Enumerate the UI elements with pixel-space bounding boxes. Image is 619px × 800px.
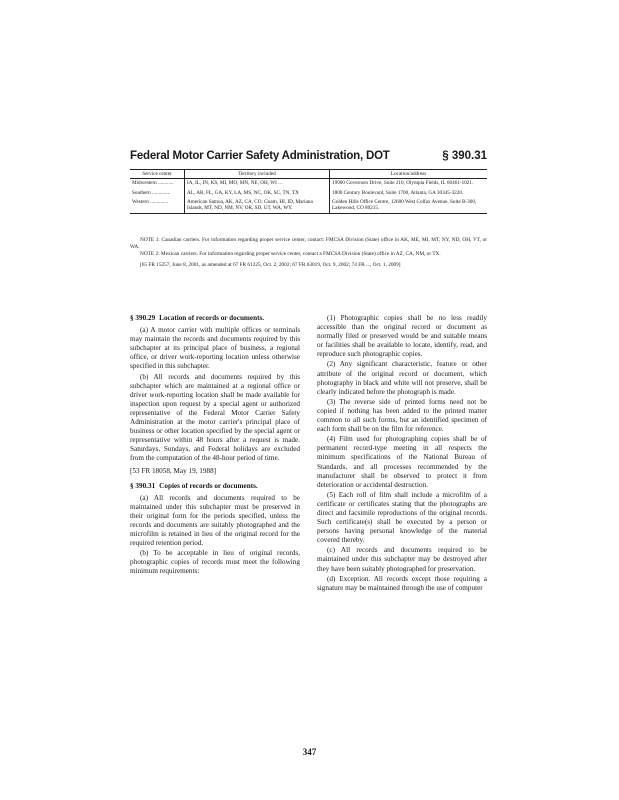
column-header: Territory included [185,170,330,178]
service-center-cell: Midwestern ............ [130,179,185,188]
paragraph: (c) All records and documents required to be maintained under this subchapter may be destroyed after they have been suitably photographed for preservation. [317,546,487,573]
table-notes [130,237,487,274]
paragraph: (3) The reverse side of printed forms need not be copied if nothing has been added to the printed matter common to all such forms, but an identified specimen of each form shall be on the film for reference. [317,397,487,434]
paragraph: (b) All records and documents required by this subchapter which are maintained at a regional office or driver work-reporting location shall be made available for inspection upon request by a special agent or authorized representative of the Federal Motor Carrier Safety Administration at the motor carrier's principal place of business or other location specified by the special agent or representative within 48 hours after a request is made. Saturdays, Sundays, and Federal holidays are excluded from the computation of the 48-hour period of time. [130,372,300,463]
section-heading [130,314,300,323]
service-center-cell: Southern .............. [130,189,185,198]
table-note: NOTE 1: Canadian carriers. For information regarding proper service center, contact: FMCSA Division (State) office in AK, ME, MI, MT, NY, ND, OH, VT, or WA. [130,237,487,250]
service-center-cell: Western .............. [130,198,185,214]
territory-cell: American Samoa, AK, AZ, CA, CO, Guam, HI, ID, Mariana Islands, MT, ND, NM, NV, OR, SD, UT, WA, WY. [185,198,330,214]
amendment-citation: [65 FR 15257, June 8, 2001, as amended at 67 FR 61225, Oct. 2, 2002; 67 FR 63019, Oct. 9, 2002; 74 FR ..., Oct. 1, 2009] [140,261,401,268]
section-heading [130,482,300,491]
section-number: § 390.31 [130,481,156,490]
paragraph: (a) All records and documents required to be maintained under this subchapter must be preserved in their original form for the periods specified, unless the records and documents are suitably photographed and the microfilm is retained in lieu of the original record for the required retention period. [130,493,300,548]
territory-cell: IA, IL, IN, KS, MI, MO, MN, NE, OH, WI ... [185,179,330,188]
page-number: 347 [302,747,317,757]
territory-cell: AL, AR, FL, GA, KY, LA, MS, NC, OK, SC, TN, TX [185,189,330,198]
service-center-table [130,169,487,214]
section-reference: § 390.31 [442,150,487,162]
page-header [130,150,487,166]
address-cell: 1800 Century Boulevard, Suite 1700, Atlanta, GA 30345-3220. [332,189,464,196]
paragraph: (d) Exception. All records except those requiring a signature may be maintained through the use of computer [317,574,487,592]
paragraph: (4) Film used for photographing copies shall be of permanent record-type meeting in all respects the minimum specifications of the National Bureau of Standards, and all processes recommended by the manufacturer shall be observed to protect it from deterioration or accidental destruction. [317,435,487,489]
left-column [130,314,300,578]
address-cell: 19900 Governors Drive, Suite 210, Olympia Fields, IL 60461-1021. [332,180,474,187]
running-head: Federal Motor Carrier Safety Administration, DOT [130,150,390,162]
table-row [130,179,487,188]
column-header: Service center [130,170,185,178]
table-row [130,189,487,198]
paragraph: (5) Each roll of film shall include a microfilm of a certificate or certificates stating that the photographs are direct and facsimile reproductions of the original records. Such certificate(s) shall be executed by a person or persons having personal knowledge of the material covered thereby. [317,490,487,545]
paragraph: (a) A motor carrier with multiple offices or terminals may maintain the records and documents required by this subchapter at its principal place of business, a regional office, or driver work-reporting location unless otherwise specified in this subchapter. [130,326,300,371]
table-note: NOTE 2: Mexican carriers. For information regarding proper service center, contact a FMCSA Division (State) office in AZ, CA, NM, or TX. [140,251,441,258]
section-title: Location of records or documents. [159,314,265,322]
section-number: § 390.29 [130,314,156,322]
paragraph: (2) Any significant characteristic, feature or other attribute of the original record or document, which photography in black and white will not preserve, shall be clearly indicated before the photograph is made. [317,360,487,396]
address-cell: Golden Hills Office Centre, 12600 West Colfax Avenue, Suite B-300, Lakewood, CO 80215. [332,198,477,212]
right-column [317,314,487,594]
paragraph: (b) To be acceptable in lieu of original records, photographic copies of records must meet the following minimum requirements: [130,549,300,576]
source-citation: [53 FR 18058, May 19, 1988] [130,466,217,475]
section-title: Copies of records or documents. [159,481,258,490]
paragraph: (1) Photographic copies shall be no less readily accessible than the original record or document as normally filed or preserved would be and suitable means or facilities shall be available to locate, identify, read, and reproduce such photographic copies. [317,314,487,359]
table-header-row [130,170,487,179]
column-header: Location/address [390,171,427,177]
table-row [130,198,487,214]
